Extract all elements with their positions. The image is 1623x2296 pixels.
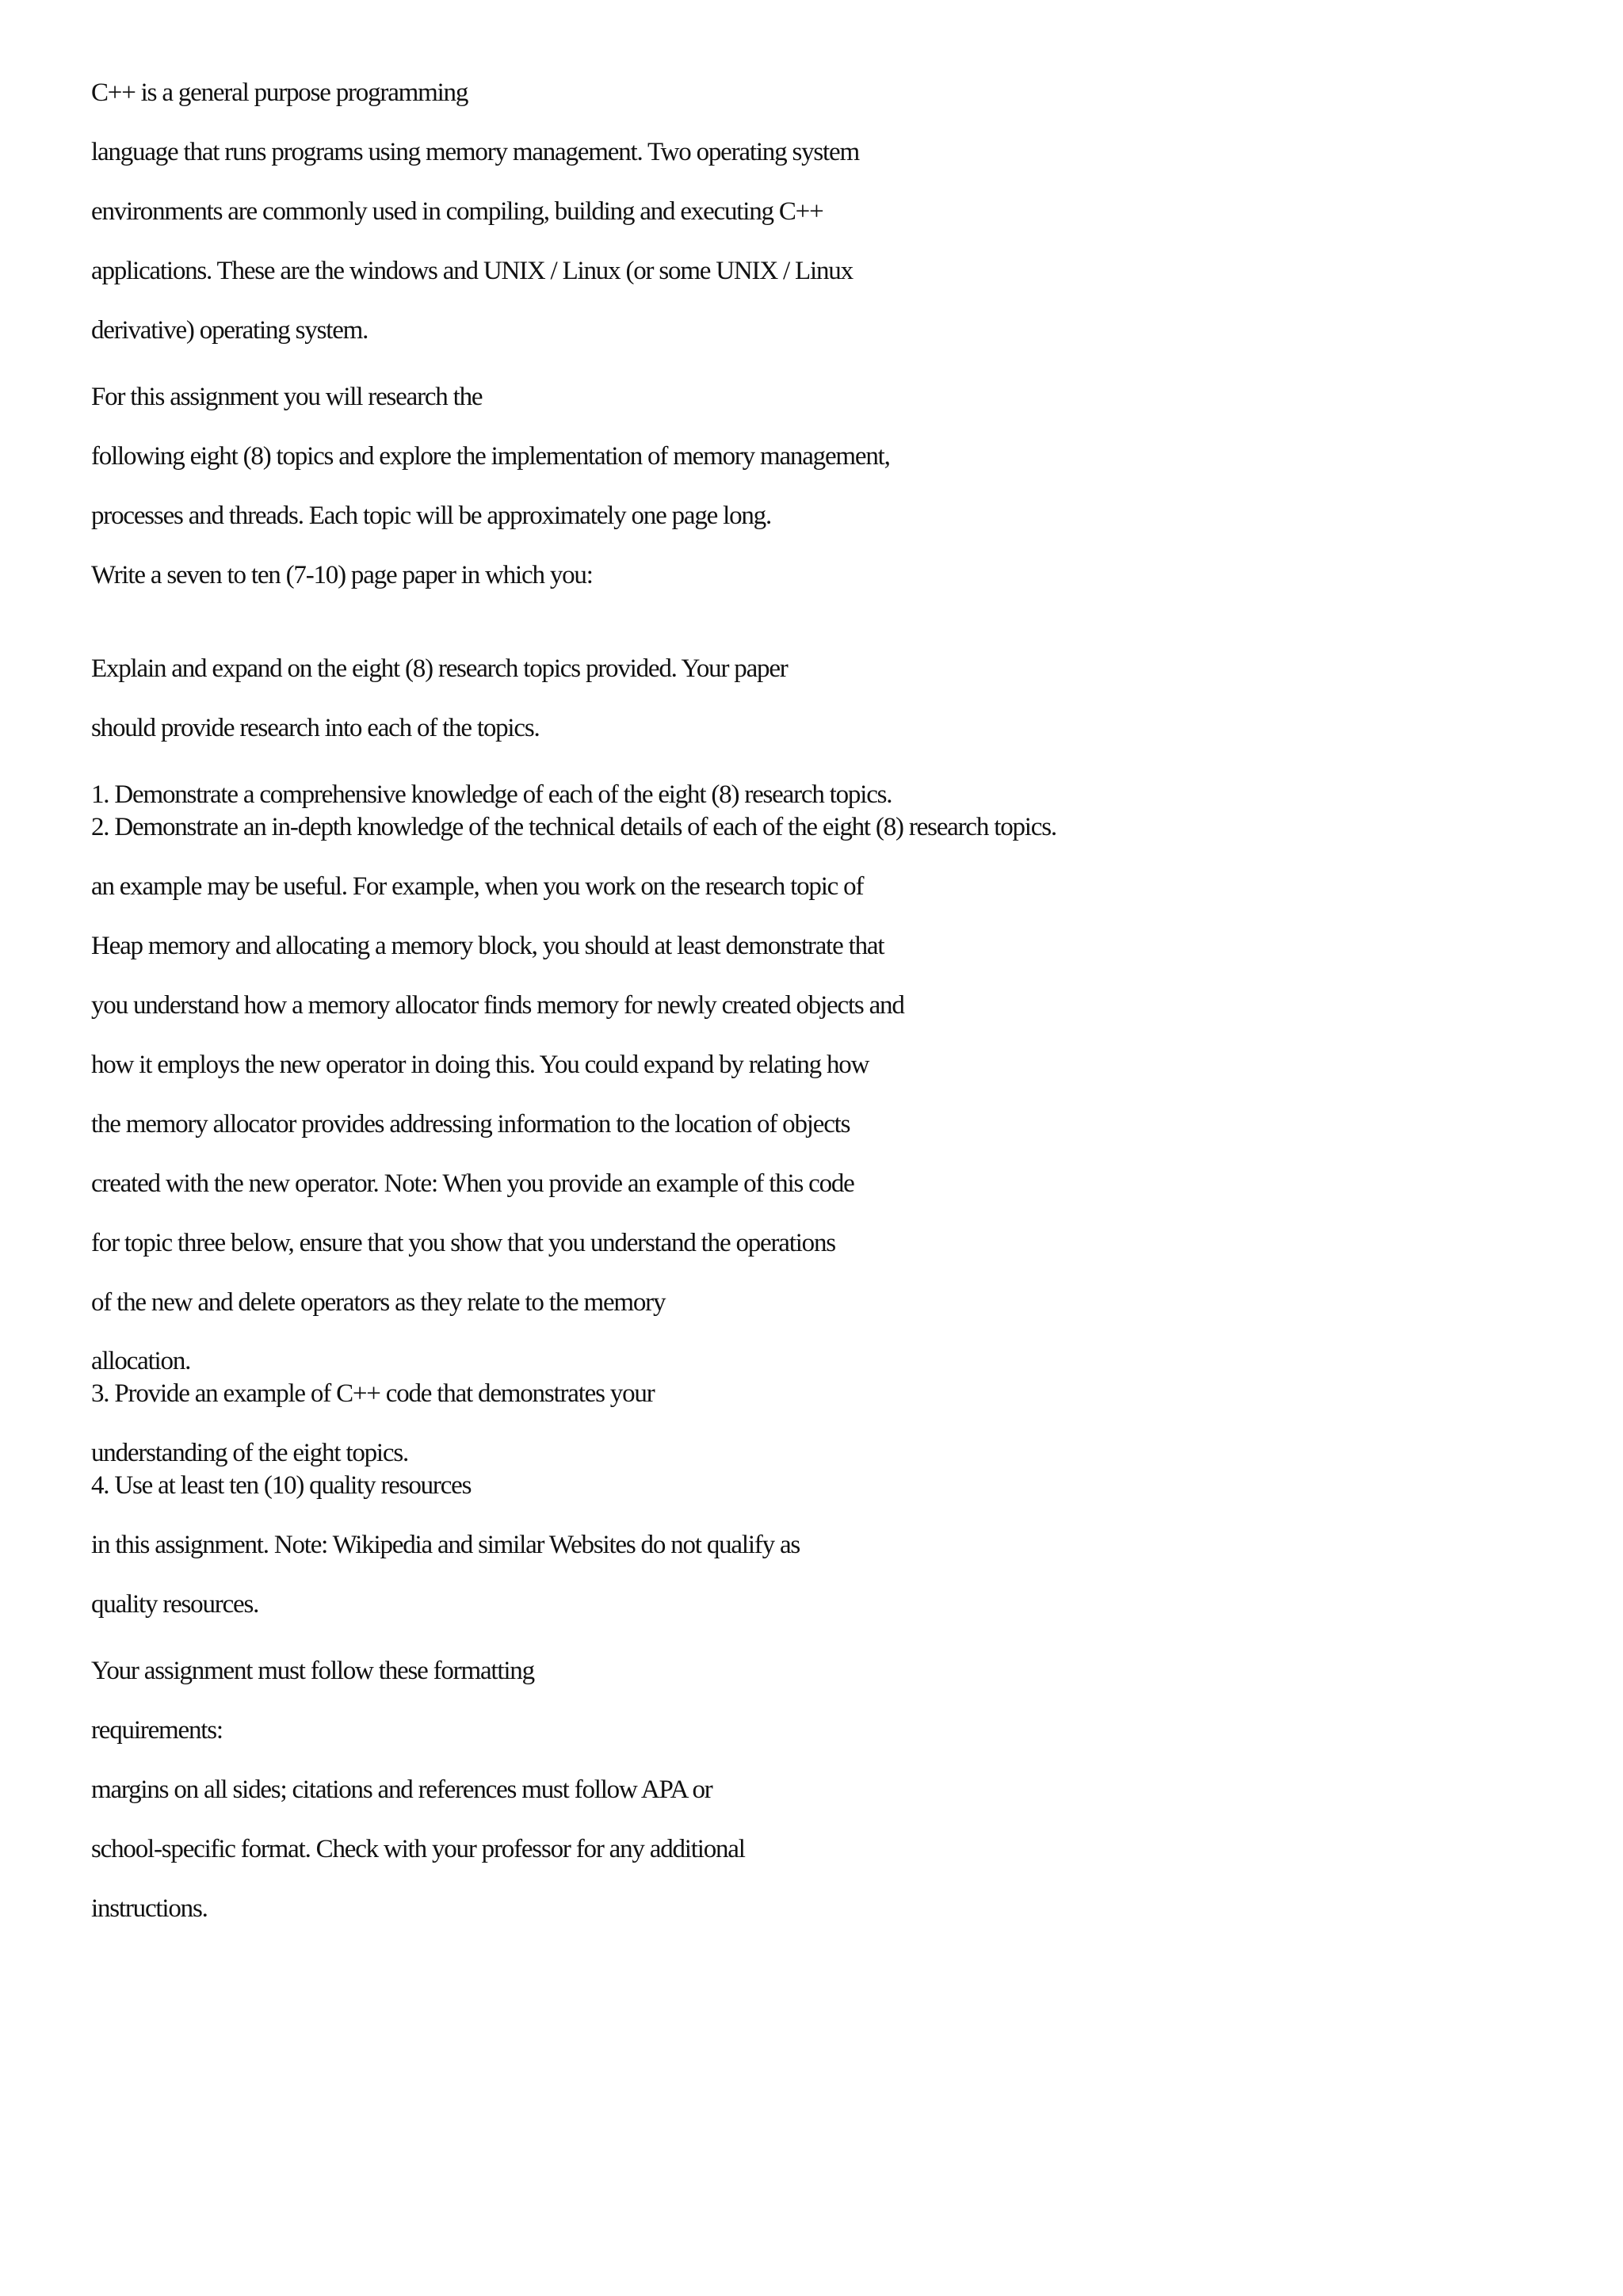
text-line: applications. These are the windows and UNIX / Linux (or some UNIX / Linux: [91, 257, 853, 285]
text-line: following eight (8) topics and explore the implementation of memory management,: [91, 442, 890, 471]
list-item: 1. Demonstrate a comprehensive knowledge of each of the eight (8) research topics.: [91, 780, 892, 809]
text-line: C++ is a general purpose programming: [91, 78, 468, 107]
text-line: understanding of the eight topics.: [91, 1439, 409, 1467]
text-line: Explain and expand on the eight (8) research topics provided. Your paper: [91, 654, 788, 683]
text-line: of the new and delete operators as they relate to the memory: [91, 1288, 666, 1317]
text-line: quality resources.: [91, 1590, 259, 1619]
list-item: 2. Demonstrate an in-depth knowledge of the technical details of each of the eight (8) research topics.: [91, 813, 1056, 841]
text-line: instructions.: [91, 1894, 208, 1923]
text-line: for topic three below, ensure that you show that you understand the operations: [91, 1229, 835, 1257]
text-line: should provide research into each of the topics.: [91, 714, 540, 742]
text-line: how it employs the new operator in doing this. You could expand by relating how: [91, 1051, 869, 1079]
text-line: Heap memory and allocating a memory block, you should at least demonstrate that: [91, 932, 884, 960]
text-line: Your assignment must follow these formatting: [91, 1657, 534, 1685]
list-item: 4. Use at least ten (10) quality resources: [91, 1471, 472, 1500]
text-line: environments are commonly used in compiling, building and executing C++: [91, 197, 823, 226]
text-line: processes and threads. Each topic will be approximately one page long.: [91, 502, 772, 530]
text-line: margins on all sides; citations and references must follow APA or: [91, 1775, 712, 1804]
text-line: school-specific format. Check with your professor for any additional: [91, 1835, 745, 1863]
text-line: the memory allocator provides addressing information to the location of objects: [91, 1110, 850, 1138]
text-line: in this assignment. Note: Wikipedia and similar Websites do not qualify as: [91, 1531, 800, 1559]
text-line: you understand how a memory allocator finds memory for newly created objects and: [91, 991, 904, 1020]
text-line: an example may be useful. For example, when you work on the research topic of: [91, 872, 864, 901]
list-item: 3. Provide an example of C++ code that demonstrates your: [91, 1379, 655, 1408]
text-line: language that runs programs using memory management. Two operating system: [91, 138, 859, 166]
text-line: requirements:: [91, 1716, 223, 1745]
text-line: allocation.: [91, 1347, 191, 1375]
text-line: created with the new operator. Note: When you provide an example of this code: [91, 1169, 854, 1198]
text-line: Write a seven to ten (7-10) page paper in which you:: [91, 561, 593, 589]
text-line: For this assignment you will research the: [91, 383, 483, 411]
text-line: derivative) operating system.: [91, 316, 369, 345]
